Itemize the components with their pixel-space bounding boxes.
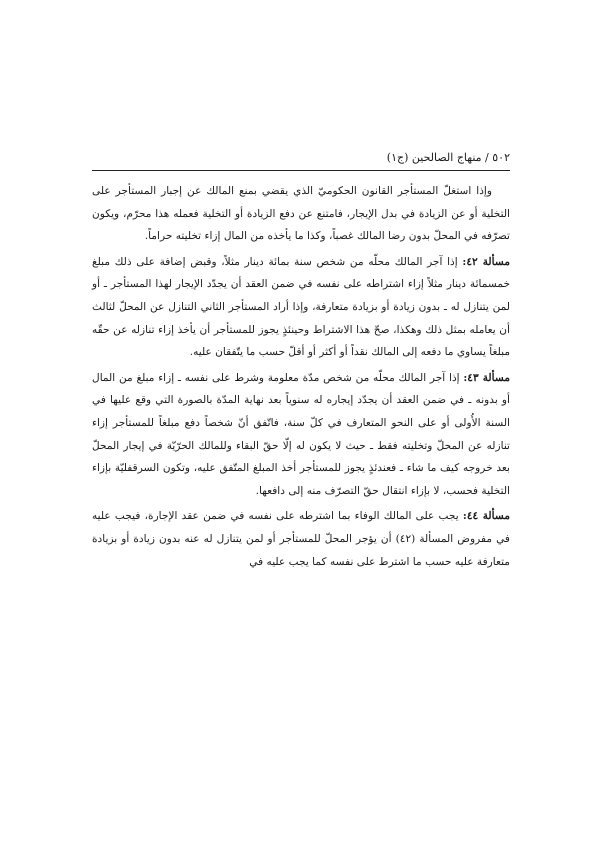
book-title: منهاج الصالحين (ج١) (386, 151, 482, 164)
masala-label: مسألة ٤٣: (463, 371, 510, 384)
paragraph-intro (92, 180, 510, 248)
paragraph-masala-43 (92, 367, 510, 503)
paragraph-masala-42 (92, 251, 510, 364)
running-header (92, 150, 510, 171)
header-separator: / (481, 151, 493, 164)
paragraph-text: يجب على المالك الوفاء بما اشترطه على نفسه في ضمن عقد الإجارة، فيجب عليه في مفروض المسألة (٤٢) أن يؤجر المحلّ للمستأجر أو لمن يتنازل له عنه بدون زيادة أو بزيادة متعارفة عليه حسب ما اشترط على نفسه كما يجب عليه في (92, 510, 510, 568)
masala-label: مسألة ٤٤: (462, 510, 510, 523)
paragraph-text: إذا آجر المالك محلّه من شخص مدّة معلومة وشرط على نفسه ـ إزاء مبلغ من المال أو بدونه ـ في ضمن العقد أن يجدّد إيجاره له سنوياً بعد نهاية المدّة بالصورة التي وقع عليها في السنة الأُولى أو على النحو المتعارف في كلّ سنة، فاتّفق أنّ شخصاً دفع مبلغاً للمستأجر إزاء تنازله عن المحلّ وتخليته فقط ـ حيث لا يكون له إلّا حقّ البقاء وللمالك الحرّيّة في إيجار المحلّ بعد خروجه كيف ما شاء ـ فعندئذٍ يجوز للمستأجر أخذ المبلغ المتّفق عليه، وتكون السرقفليّة بإزاء التخلية فحسب، لا بإزاء انتقال حقّ التصرّف منه إلى دافعها. (92, 371, 510, 497)
page-number: ٥٠٢ (492, 151, 510, 164)
paragraph-text: وإذا استغلّ المستأجر القانون الحكوميّ الذي يقضي بمنع المالك عن إجبار المستأجر على التخلية أو عن الزيادة في بدل الإيجار، فامتنع عن دفع الزيادة أو التخلية فعمله هذا محرّم، ويكون تصرّفه في المحلّ بدون رضا المالك غصباً، وكذا ما يأخذه من المال إزاء تخليته حراماً. (92, 185, 510, 243)
paragraph-text: إذا آجر المالك محلّه من شخص سنة بمائة دينار مثلاً، وقبض إضافة على ذلك مبلغ خمسمائة دينار مثلاً إزاء اشتراطه على نفسه في ضمن العقد أن يجدّد الإيجار لهذا المستأجر ـ أو لمن يتنازل له ـ بدون زيادة أو بزيادة متعارفة، وإذا أراد المستأجر الثاني التنازل عن المحلّ لثالث أن يعامله بمثل ذلك وهكذا، صحّ هذا الاشتراط وحينئذٍ يجوز للمستأجر أن يأخذ إزاء تنازله عن حقّه مبلغاً يساوي ما دفعه إلى المالك نقداً أو أكثر أو أقلّ حسب ما يتّفقان عليه. (92, 255, 510, 359)
book-page (92, 150, 510, 576)
masala-label: مسألة ٤٢: (462, 255, 511, 268)
paragraph-masala-44 (92, 505, 510, 573)
